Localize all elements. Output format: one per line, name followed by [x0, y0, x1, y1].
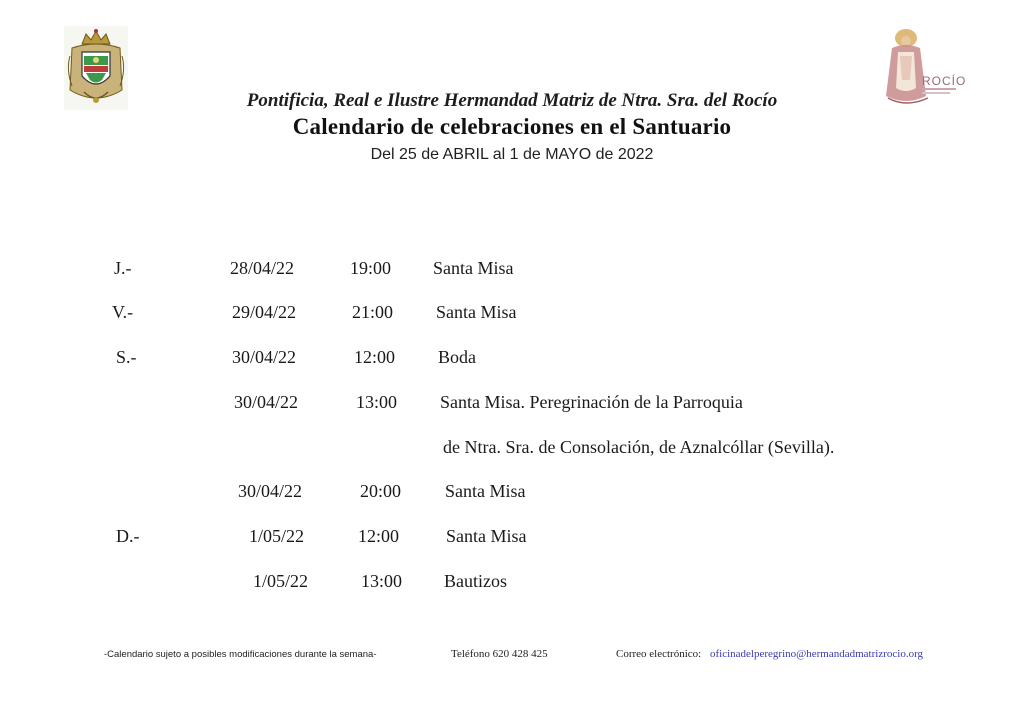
time-cell: 13:00 [356, 392, 398, 412]
organization-name: Pontificia, Real e Ilustre Hermandad Matriz de Ntra. Sra. del Rocío [246, 90, 778, 111]
event-cell: Santa Misa [433, 258, 514, 278]
time-cell: 12:00 [358, 526, 400, 546]
event-cell: Bautizos [444, 571, 507, 591]
event-cell: Boda [438, 347, 476, 367]
page-title: Calendario de celebraciones en el Santuario [292, 114, 732, 139]
rocio-wordmark: ROCÍO [922, 74, 967, 88]
event-cell-continuation: de Ntra. Sra. de Consolación, de Aznalcóllar (Sevilla). [443, 437, 835, 457]
date-cell: 30/04/22 [234, 392, 299, 412]
email-label: Correo electrónico: [616, 648, 702, 660]
disclaimer-text: -Calendario sujeto a posibles modificaciones durante la semana- [104, 649, 377, 660]
event-cell: Santa Misa [436, 302, 517, 322]
event-cell: Santa Misa [446, 526, 527, 546]
phone-text: Teléfono 620 428 425 [451, 648, 548, 660]
day-cell: D.- [116, 526, 140, 546]
date-cell: 1/05/22 [249, 526, 305, 546]
email-link[interactable]: oficinadelperegrino@hermandadmatrizrocio.org [710, 648, 924, 660]
time-cell: 12:00 [354, 347, 396, 367]
date-cell: 30/04/22 [238, 481, 303, 501]
time-cell: 20:00 [360, 481, 402, 501]
day-cell: V.- [112, 302, 134, 322]
date-cell: 30/04/22 [232, 347, 297, 367]
day-cell: J.- [114, 258, 132, 278]
time-cell: 19:00 [350, 258, 392, 278]
date-cell: 1/05/22 [253, 571, 309, 591]
date-cell: 28/04/22 [230, 258, 295, 278]
time-cell: 13:00 [361, 571, 403, 591]
date-cell: 29/04/22 [232, 302, 297, 322]
day-cell: S.- [116, 347, 137, 367]
event-cell: Santa Misa [445, 481, 526, 501]
time-cell: 21:00 [352, 302, 394, 322]
event-cell: Santa Misa. Peregrinación de la Parroquia [440, 392, 743, 412]
date-range: Del 25 de ABRIL al 1 de MAYO de 2022 [370, 146, 654, 163]
